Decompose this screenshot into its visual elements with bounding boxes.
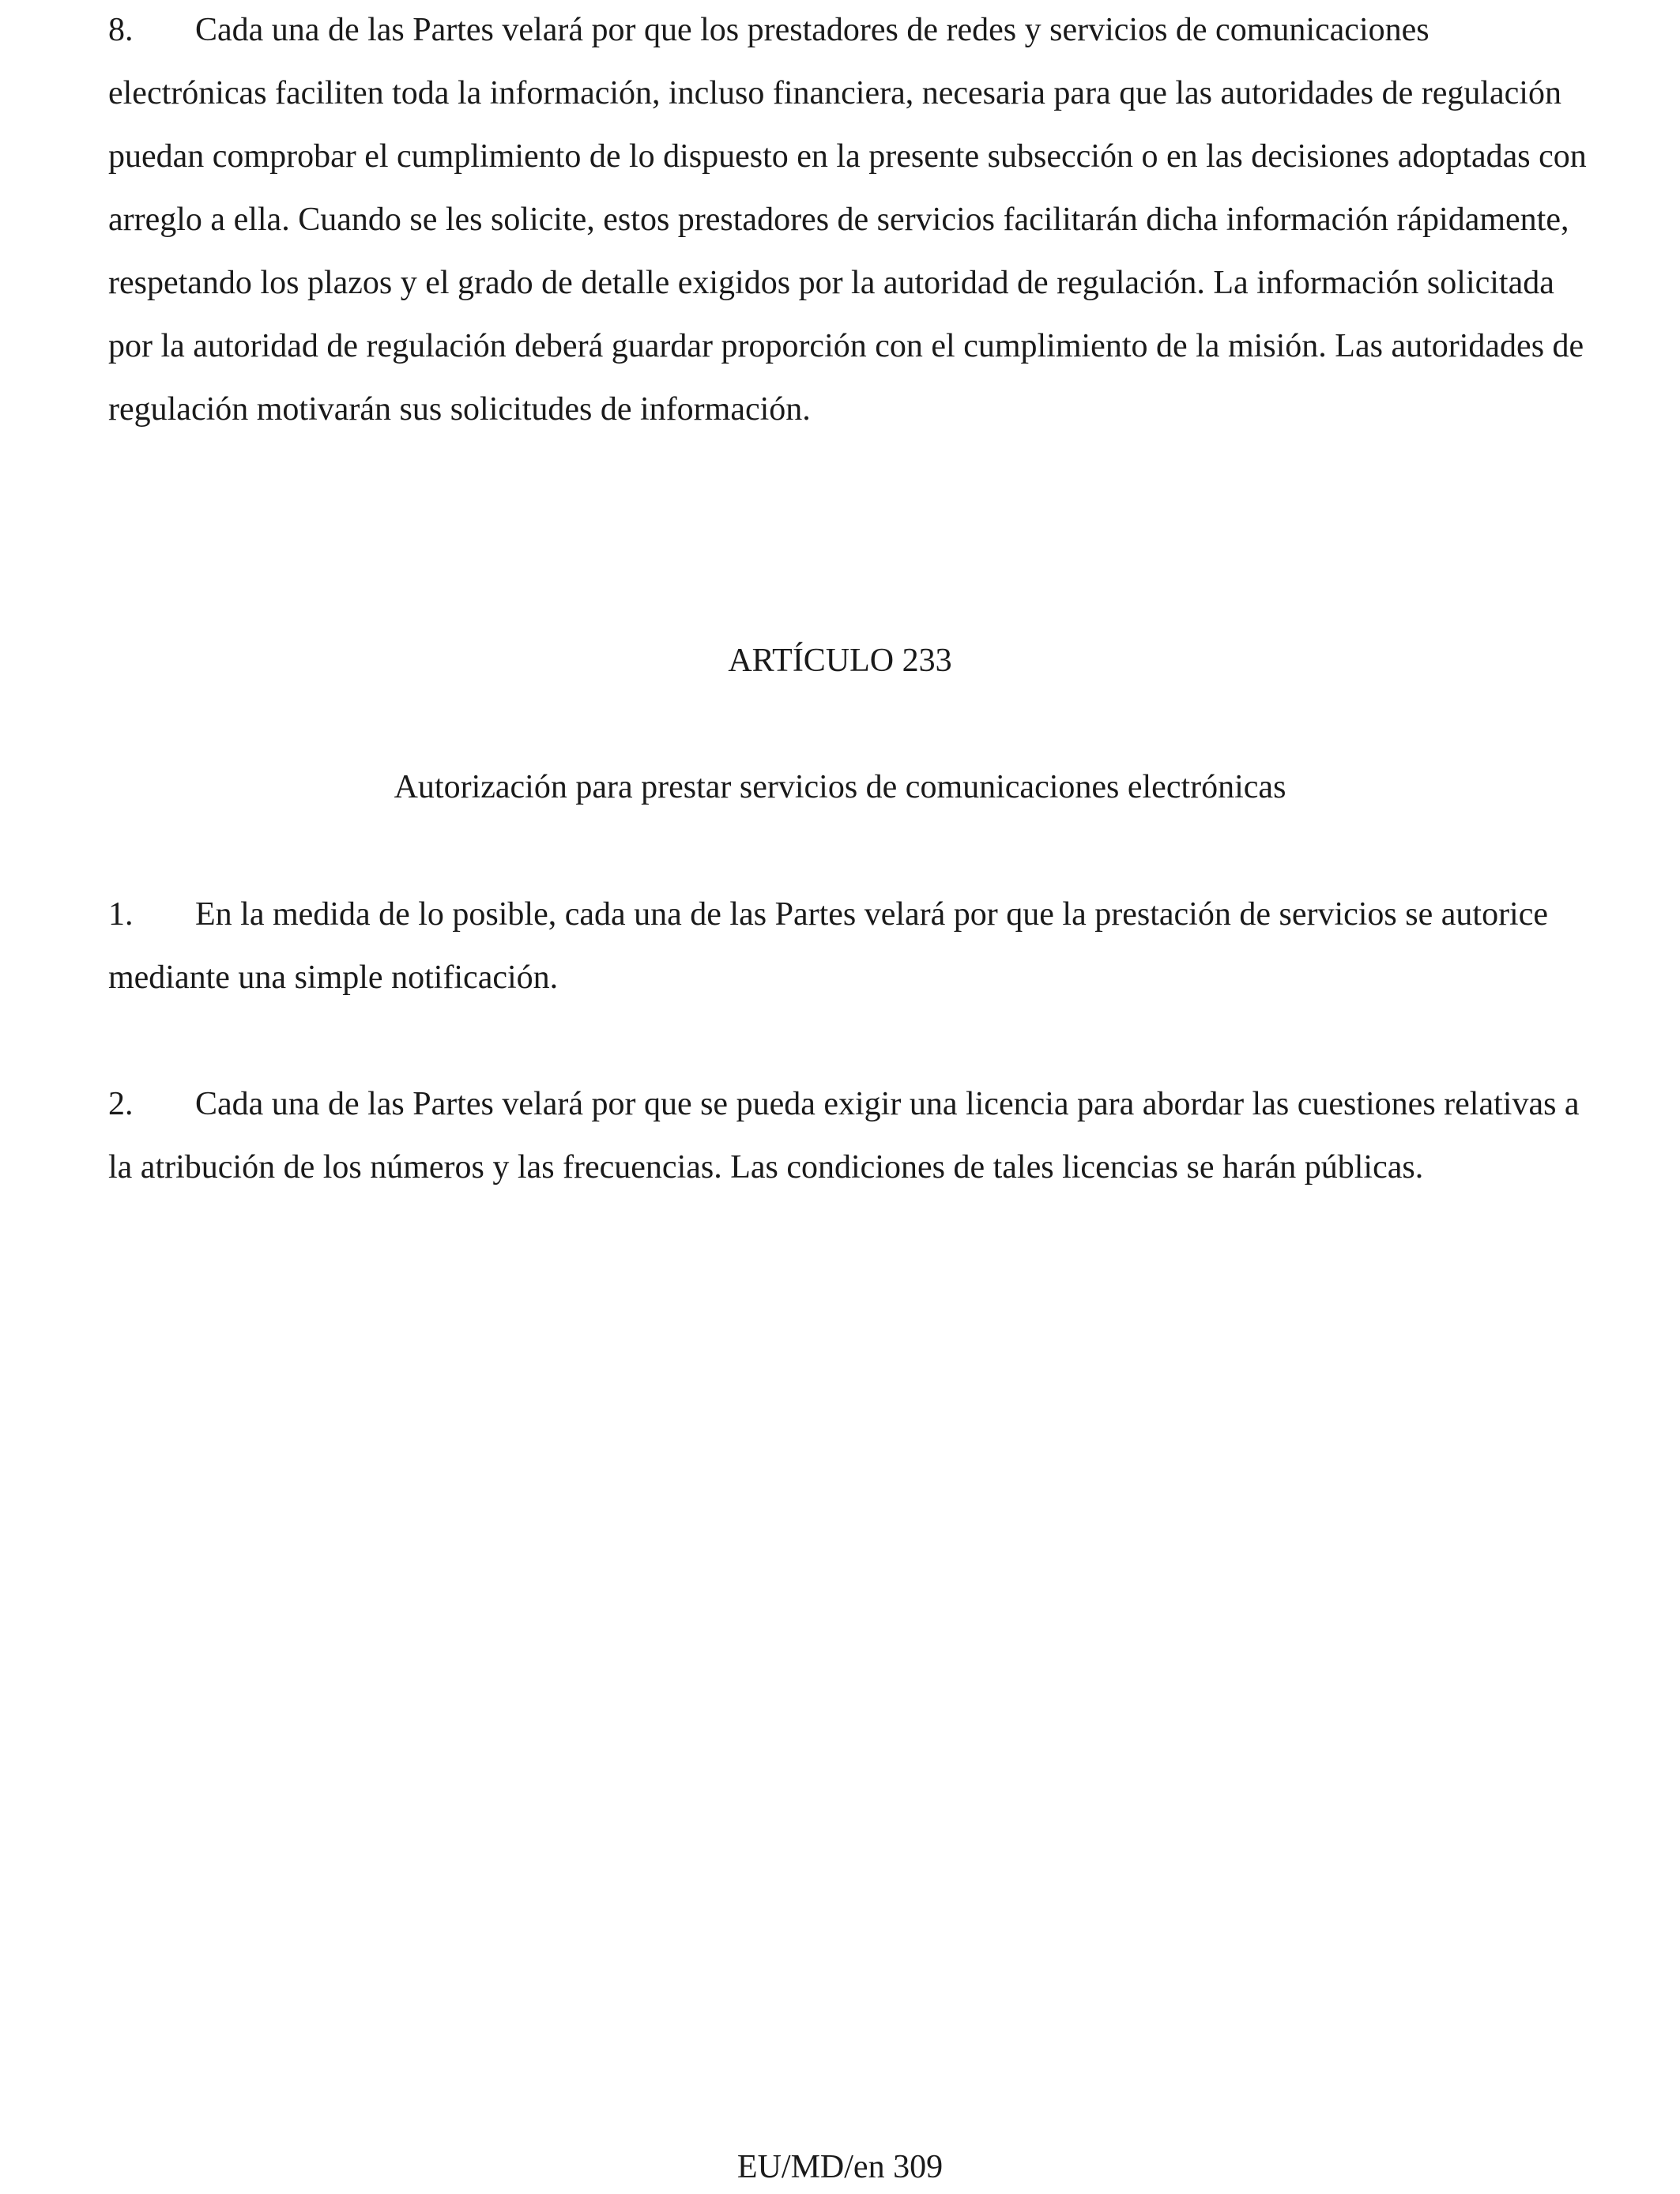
paragraph-number: 8. [108,12,134,48]
paragraph-text: Cada una de las Partes velará por que los prestadores de redes y servicios de comunicaciones electrónicas faciliten toda la información, incluso financiera, necesaria para que las autoridades de regulación puedan comprobar el cumplimiento de lo dispuesto en la presente subsección o en las decisiones adoptadas con arreglo a ella. Cuando se les solicite, estos prestadores de servicios facilitarán dicha información rápidamente, respetando los plazos y el grado de detalle exigidos por la autoridad de regulación. La información solicitada por la autoridad de regulación deberá guardar proporción con el cumplimiento de la misión. Las autoridades de regulación motivarán sus solicitudes de información. [108,12,1587,428]
paragraph-text: En la medida de lo posible, cada una de las Partes velará por que la prestación de servicios se autorice mediante una simple notificación. [108,896,1549,996]
paragraph-1 [108,883,1594,1009]
paragraph-text: Cada una de las Partes velará por que se pueda exigir una licencia para abordar las cuestiones relativas a la atribución de los números y las frecuencias. Las condiciones de tales licencias se harán públicas. [108,1086,1580,1186]
paragraph-number: 2. [108,1086,134,1122]
paragraph-2 [108,1072,1594,1199]
paragraph-8 [108,0,1594,441]
article-heading: ARTÍCULO 233 [728,643,952,679]
article-title: Autorización para prestar servicios de comunicaciones electrónicas [394,769,1286,805]
paragraph-number: 1. [108,896,134,933]
page-footer-reference: EU/MD/en 309 [736,2149,944,2185]
